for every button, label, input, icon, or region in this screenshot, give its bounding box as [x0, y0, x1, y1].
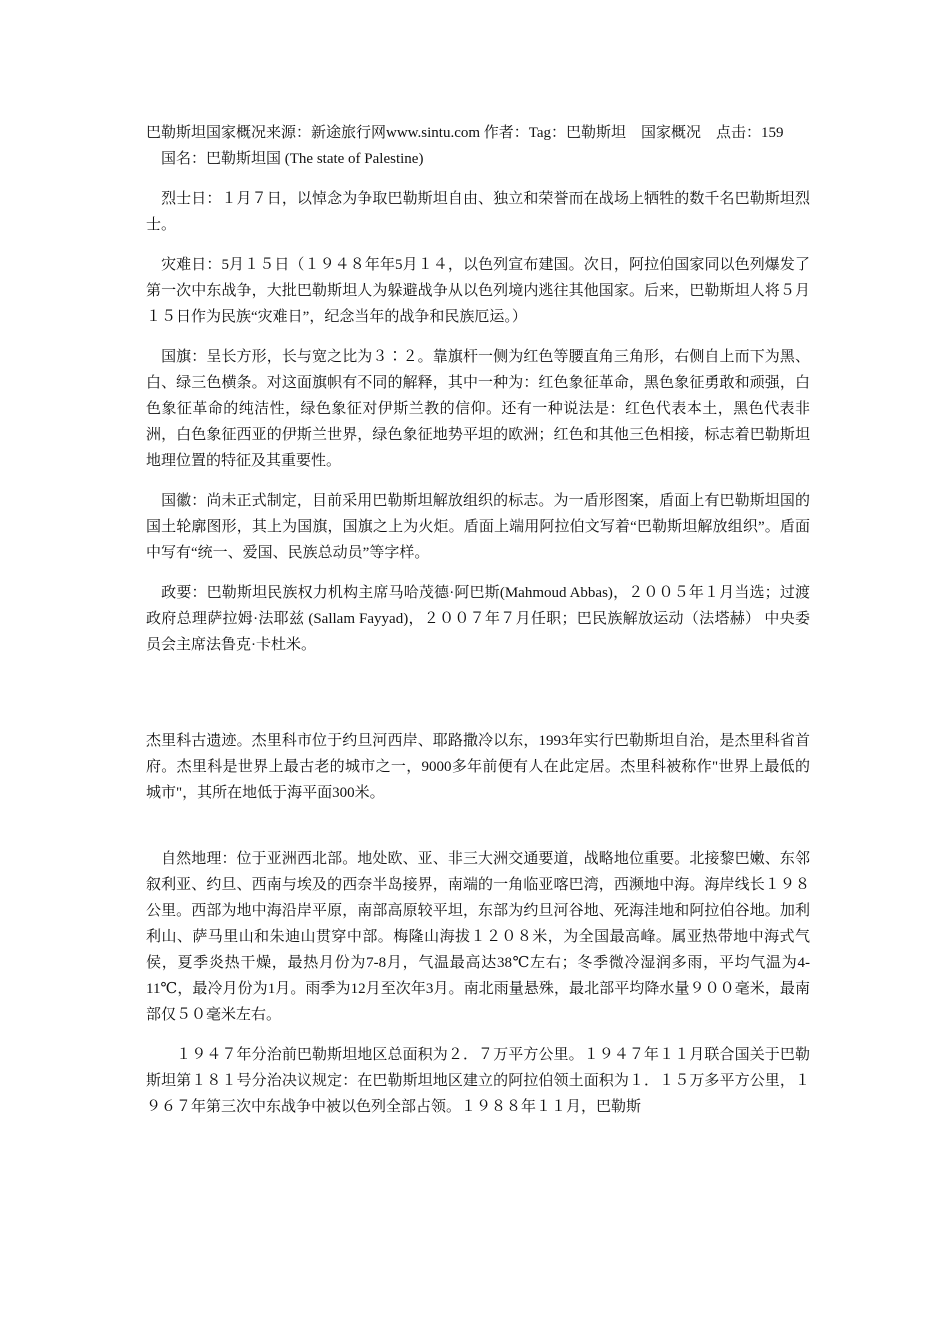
spacer	[146, 238, 810, 252]
document-header: 巴勒斯坦国家概况来源：新途旅行网www.sintu.com 作者：Tag：巴勒斯坦 国家概况 点击：159	[146, 125, 784, 141]
paragraph-martyrs-day: 烈士日：１月７日，以悼念为争取巴勒斯坦自由、独立和荣誉而在战场上牺牲的数千名巴勒斯坦烈士。	[146, 191, 810, 233]
paragraph-nakba-day: 灾难日：5月１５日（１９４８年年5月１４，以色列宣布建国。次日，阿拉伯国家同以色列爆发了第一次中东战争，大批巴勒斯坦人为躲避战争从以色列境内逃往其他国家。后来，巴勒斯坦人将５月１５日作为民族“灾难日”，纪念当年的战争和民族厄运。）	[146, 257, 810, 325]
paragraph-flag: 国旗：呈长方形，长与宽之比为３∶２。靠旗杆一侧为红色等腰直角三角形，右侧自上而下为黑、白、绿三色横条。对这面旗帜有不同的解释，其中一种为：红色象征革命，黑色象征勇敢和顽强，白色象征革命的纯洁性，绿色象征对伊斯兰教的信仰。还有一种说法是：红色代表本土，黑色代表非洲，白色象征西亚的伊斯兰世界，绿色象征地势平坦的欧洲；红色和其他三色相接，标志着巴勒斯坦地理位置的特征及其重要性。	[146, 349, 810, 469]
paragraph-politics: 政要：巴勒斯坦民族权力机构主席马哈茂德·阿巴斯(Mahmoud Abbas)，２００５年１月当选；过渡政府总理萨拉姆·法耶兹 (Sallam Fayyad)，２００７年７月任职；巴民族解放运动（法塔赫） 中央委员会主席法鲁克·卡杜米。	[146, 585, 810, 653]
spacer	[146, 658, 810, 728]
spacer	[146, 566, 810, 580]
paragraph-emblem: 国徽：尚未正式制定，目前采用巴勒斯坦解放组织的标志。为一盾形图案，盾面上有巴勒斯坦国的国土轮廓图形，其上为国旗，国旗之上为火炬。盾面上端用阿拉伯文写着“巴勒斯坦解放组织”。盾面中写有“统一、爱国、民族总动员”等字样。	[146, 493, 810, 561]
paragraph-jericho: 杰里科古遗迹。杰里科市位于约旦河西岸、耶路撒冷以东，1993年实行巴勒斯坦自治，是杰里科省首府。杰里科是世界上最古老的城市之一，9000多年前便有人在此定居。杰里科被称作"世界上最低的城市"，其所在地低于海平面300米。	[146, 733, 810, 801]
document-page	[146, 120, 810, 1120]
paragraph-geography: 自然地理：位于亚洲西北部。地处欧、亚、非三大洲交通要道，战略地位重要。北接黎巴嫩、东邻叙利亚、约旦、西南与埃及的西奈半岛接界，南端的一角临亚喀巴湾，西濒地中海。海岸线长１９８公里。西部为地中海沿岸平原，南部高原较平坦，东部为约旦河谷地、死海洼地和阿拉伯谷地。加利利山、萨马里山和朱迪山贯穿中部。梅隆山海拔１２０８米，为全国最高峰。属亚热带地中海式气侯，夏季炎热干燥，最热月份为7-8月，气温最高达38℃左右；冬季微冷湿润多雨，平均气温为4-11℃，最冷月份为1月。雨季为12月至次年3月。南北雨量悬殊，最北部平均降水量９００毫米，最南部仅５０毫米左右。	[146, 851, 810, 1023]
spacer	[146, 474, 810, 488]
paragraph-partition: １９４７年分治前巴勒斯坦地区总面积为２．７万平方公里。１９４７年１１月联合国关于巴勒斯坦第１８１号分治决议规定：在巴勒斯坦地区建立的阿拉伯领土面积为１．１５万多平方公里，１９６７年第三次中东战争中被以色列全部占领。１９８８年１１月，巴勒斯	[146, 1047, 810, 1115]
paragraph-country-name: 国名：巴勒斯坦国 (The state of Palestine)	[146, 151, 424, 167]
spacer	[146, 1028, 810, 1042]
spacer	[146, 330, 810, 344]
spacer	[146, 172, 810, 186]
spacer	[146, 806, 810, 846]
